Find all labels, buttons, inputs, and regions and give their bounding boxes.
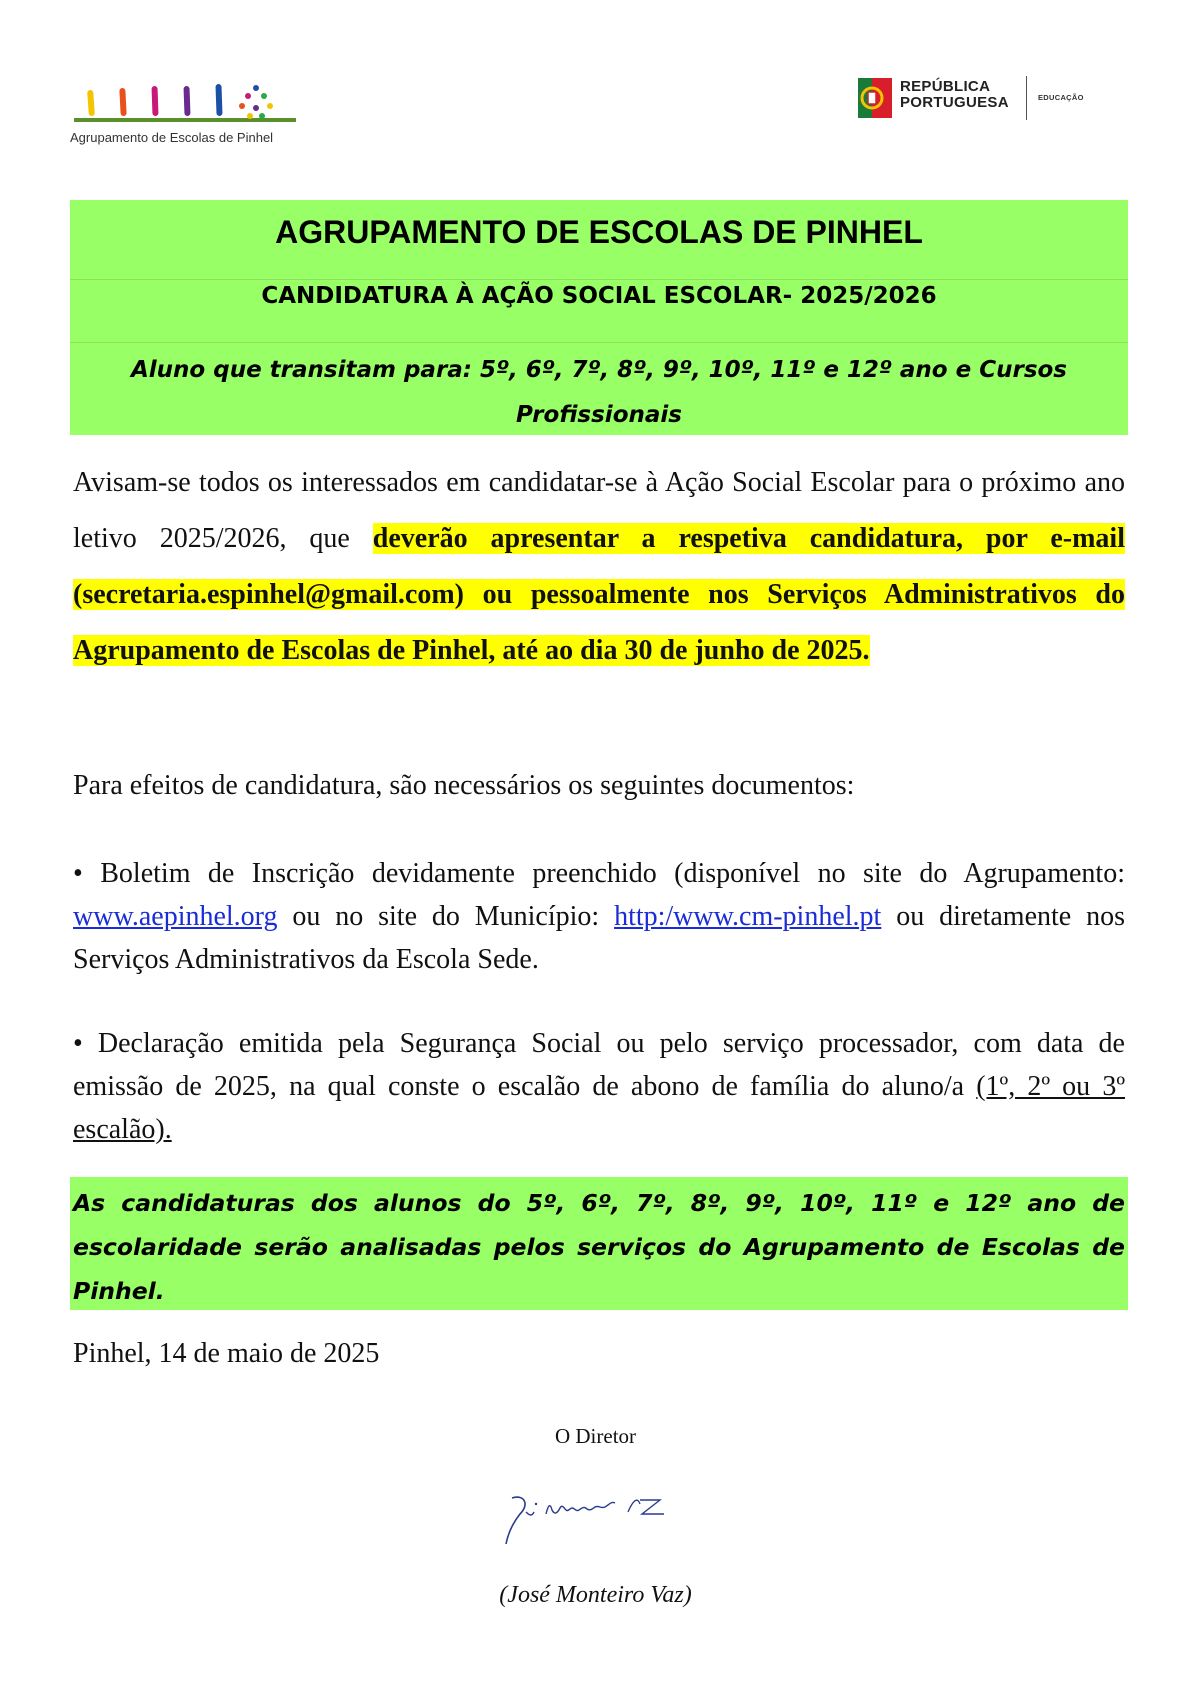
item1-text-b: ou no site do Município: (277, 901, 615, 932)
signer-name: (José Monteiro Vaz) (499, 1582, 692, 1608)
director-label: O Diretor (554, 1424, 637, 1448)
title-box (70, 200, 1128, 435)
page-title: AGRUPAMENTO DE ESCOLAS DE PINHEL (275, 214, 923, 250)
item1-text-c: ou diretamente nos Serviços Administrativos da Escola Sede. (73, 901, 1125, 975)
school-logo-caption: Agrupamento de Escolas de Pinhel (70, 130, 274, 145)
analysis-note-box (70, 1177, 1128, 1310)
subtitle-divider (70, 342, 1128, 343)
document-item-declaracao (73, 1022, 1125, 1151)
item1-text-a: • Boletim de Inscrição devidamente preenchido (disponível no site do Agrupamento: (73, 858, 1125, 889)
coat-of-arms-icon (858, 76, 894, 120)
document-item-boletim (73, 852, 1125, 981)
republica-portuguesa-logo (858, 76, 1098, 126)
republica-portuguesa-text (900, 79, 1009, 111)
page-subtitle: CANDIDATURA À AÇÃO SOCIAL ESCOLAR- 2025/2026 (261, 283, 937, 309)
audience-text: Aluno que transitam para: 5º, 6º, 7º, 8º, 9º, 10º, 11º e 12º ano e Cursos Profissionais (130, 357, 1067, 428)
documents-intro: Para efeitos de candidatura, são necessários os seguintes documentos: (73, 770, 855, 801)
intro-paragraph (73, 455, 1125, 679)
aepinhel-link[interactable]: www.aepinhel.org (73, 901, 278, 932)
ministry-label: EDUCAÇÃO (1038, 93, 1084, 102)
intro-highlight: deverão apresentar a respetiva candidatura, por e-mail (secretaria.espinhel@gmail.com) ou pessoalmente nos Serviços Administrativos do Agrupamento de Escolas de Pinhel, até ao dia 30 de junho de 2025. (73, 523, 1125, 666)
item2-text: • Declaração emitida pela Segurança Social ou pelo serviço processador, com data de emissão de 2025, na qual conste o escalão de abono de família do aluno/a (73, 1028, 1125, 1102)
school-logo-icon (70, 78, 300, 128)
item2-underlined: (1º, 2º ou 3º escalão). (73, 1071, 1126, 1145)
title-divider (70, 279, 1128, 280)
logo-divider (1026, 76, 1027, 120)
school-logo (70, 78, 300, 148)
intro-text: Avisam-se todos os interessados em candidatar-se à Ação Social Escolar para o próximo ano letivo 2025/2026, que (73, 467, 1125, 554)
republica-line1: REPÚBLICA (900, 78, 991, 95)
cm-pinhel-link[interactable]: http:/www.cm-pinhel.pt (614, 901, 882, 932)
document-date: Pinhel, 14 de maio de 2025 (73, 1338, 380, 1369)
director-signature (490, 1490, 690, 1550)
republica-line2: PORTUGUESA (900, 94, 1009, 111)
analysis-note: As candidaturas dos alunos do 5º, 6º, 7º, 8º, 9º, 10º, 11º e 12º ano de escolaridade serão analisadas pelos serviços do Agrupamento de Escolas de Pinhel. (73, 1189, 1125, 1305)
